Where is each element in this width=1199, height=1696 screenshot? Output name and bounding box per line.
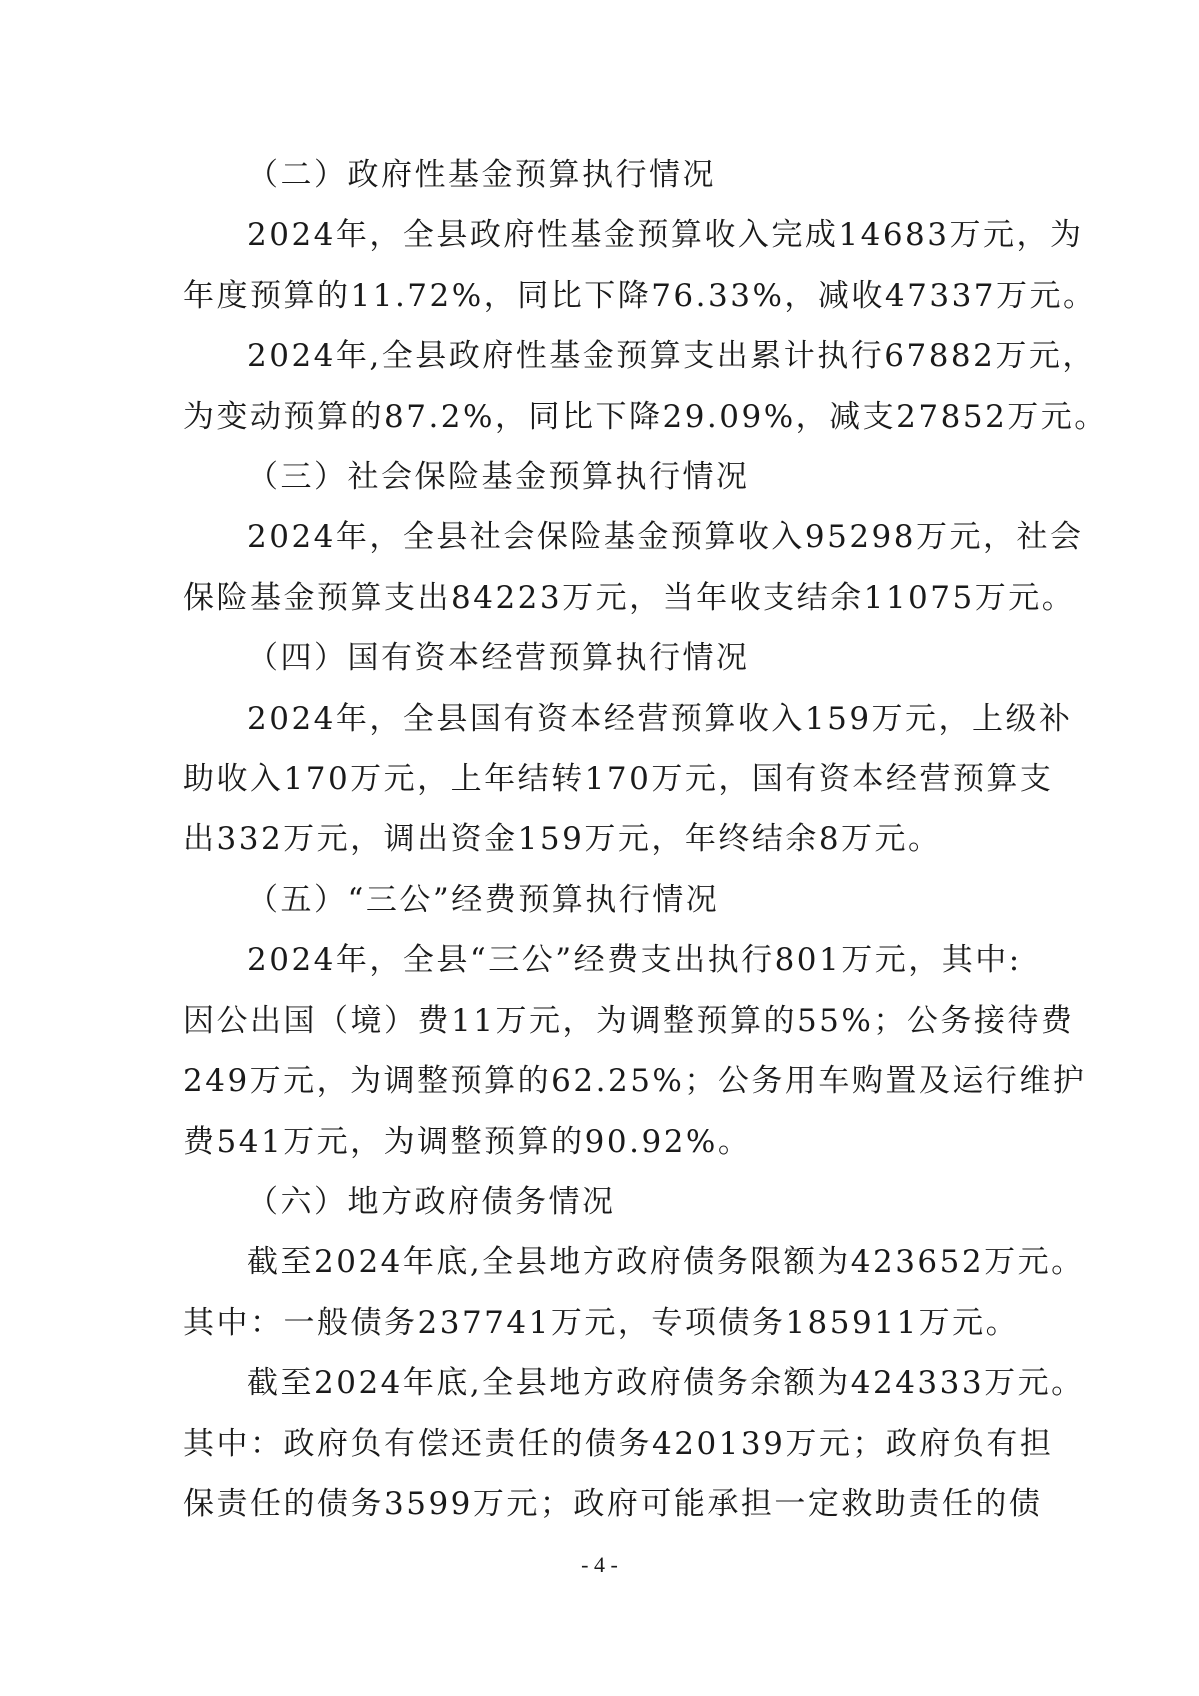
paragraph-line: 保责任的债务3599万元；政府可能承担一定救助责任的债 bbox=[183, 1485, 1043, 1522]
paragraph-line: 年度预算的11.72%，同比下降76.33%，减收47337万元。 bbox=[183, 277, 1097, 314]
document-body bbox=[183, 145, 1108, 1534]
paragraph-line: 249万元，为调整预算的62.25%；公务用车购置及运行维护 bbox=[183, 1063, 1087, 1100]
paragraph-line: 2024年，全县“三公”经费支出执行801万元，其中: bbox=[247, 942, 1022, 979]
paragraph-state-capital bbox=[183, 689, 1073, 870]
paragraph-debt-limit bbox=[183, 1232, 1085, 1353]
paragraph-line: 助收入170万元，上年结转170万元，国有资本经营预算支 bbox=[183, 761, 1054, 798]
section-heading-three-public: （五）“三公”经费预算执行情况 bbox=[247, 881, 720, 918]
paragraph-fund-revenue bbox=[183, 205, 1097, 326]
paragraph-line: 因公出国（境）费11万元，为调整预算的55%；公务接待费 bbox=[183, 1002, 1075, 1039]
paragraph-social-insurance bbox=[183, 507, 1084, 628]
section-heading-fund-budget: （二）政府性基金预算执行情况 bbox=[247, 157, 716, 193]
paragraph-line: 2024年，全县社会保险基金预算收入95298万元，社会 bbox=[247, 519, 1084, 556]
paragraph-line: 2024年,全县政府性基金预算支出累计执行67882万元， bbox=[247, 338, 1096, 375]
paragraph-line: 截至2024年底,全县地方政府债务限额为423652万元。 bbox=[247, 1244, 1085, 1281]
paragraph-fund-expenditure bbox=[183, 326, 1108, 447]
page-number: - 4 - bbox=[581, 1552, 618, 1577]
paragraph-line: 为变动预算的87.2%，同比下降29.09%，减支27852万元。 bbox=[183, 398, 1108, 435]
paragraph-debt-balance bbox=[183, 1353, 1085, 1534]
paragraph-three-public bbox=[183, 930, 1087, 1172]
paragraph-line: 出332万元，调出资金159万元，年终结余8万元。 bbox=[183, 821, 942, 858]
paragraph-line: 费541万元，为调整预算的90.92%。 bbox=[183, 1123, 752, 1160]
paragraph-line: 2024年，全县政府性基金预算收入完成14683万元，为 bbox=[247, 217, 1084, 254]
paragraph-line: 保险基金预算支出84223万元，当年收支结余11075万元。 bbox=[183, 579, 1076, 616]
section-heading-social-insurance: （三）社会保险基金预算执行情况 bbox=[247, 459, 750, 496]
section-heading-state-capital: （四）国有资本经营预算执行情况 bbox=[247, 640, 750, 677]
paragraph-line: 截至2024年底,全县地方政府债务余额为424333万元。 bbox=[247, 1365, 1085, 1402]
paragraph-line: 其中：一般债务237741万元，专项债务185911万元。 bbox=[183, 1304, 1020, 1341]
paragraph-line: 2024年，全县国有资本经营预算收入159万元，上级补 bbox=[247, 700, 1073, 737]
section-heading-local-debt: （六）地方政府债务情况 bbox=[247, 1183, 616, 1220]
paragraph-line: 其中：政府负有偿还责任的债务420139万元；政府负有担 bbox=[183, 1425, 1054, 1462]
